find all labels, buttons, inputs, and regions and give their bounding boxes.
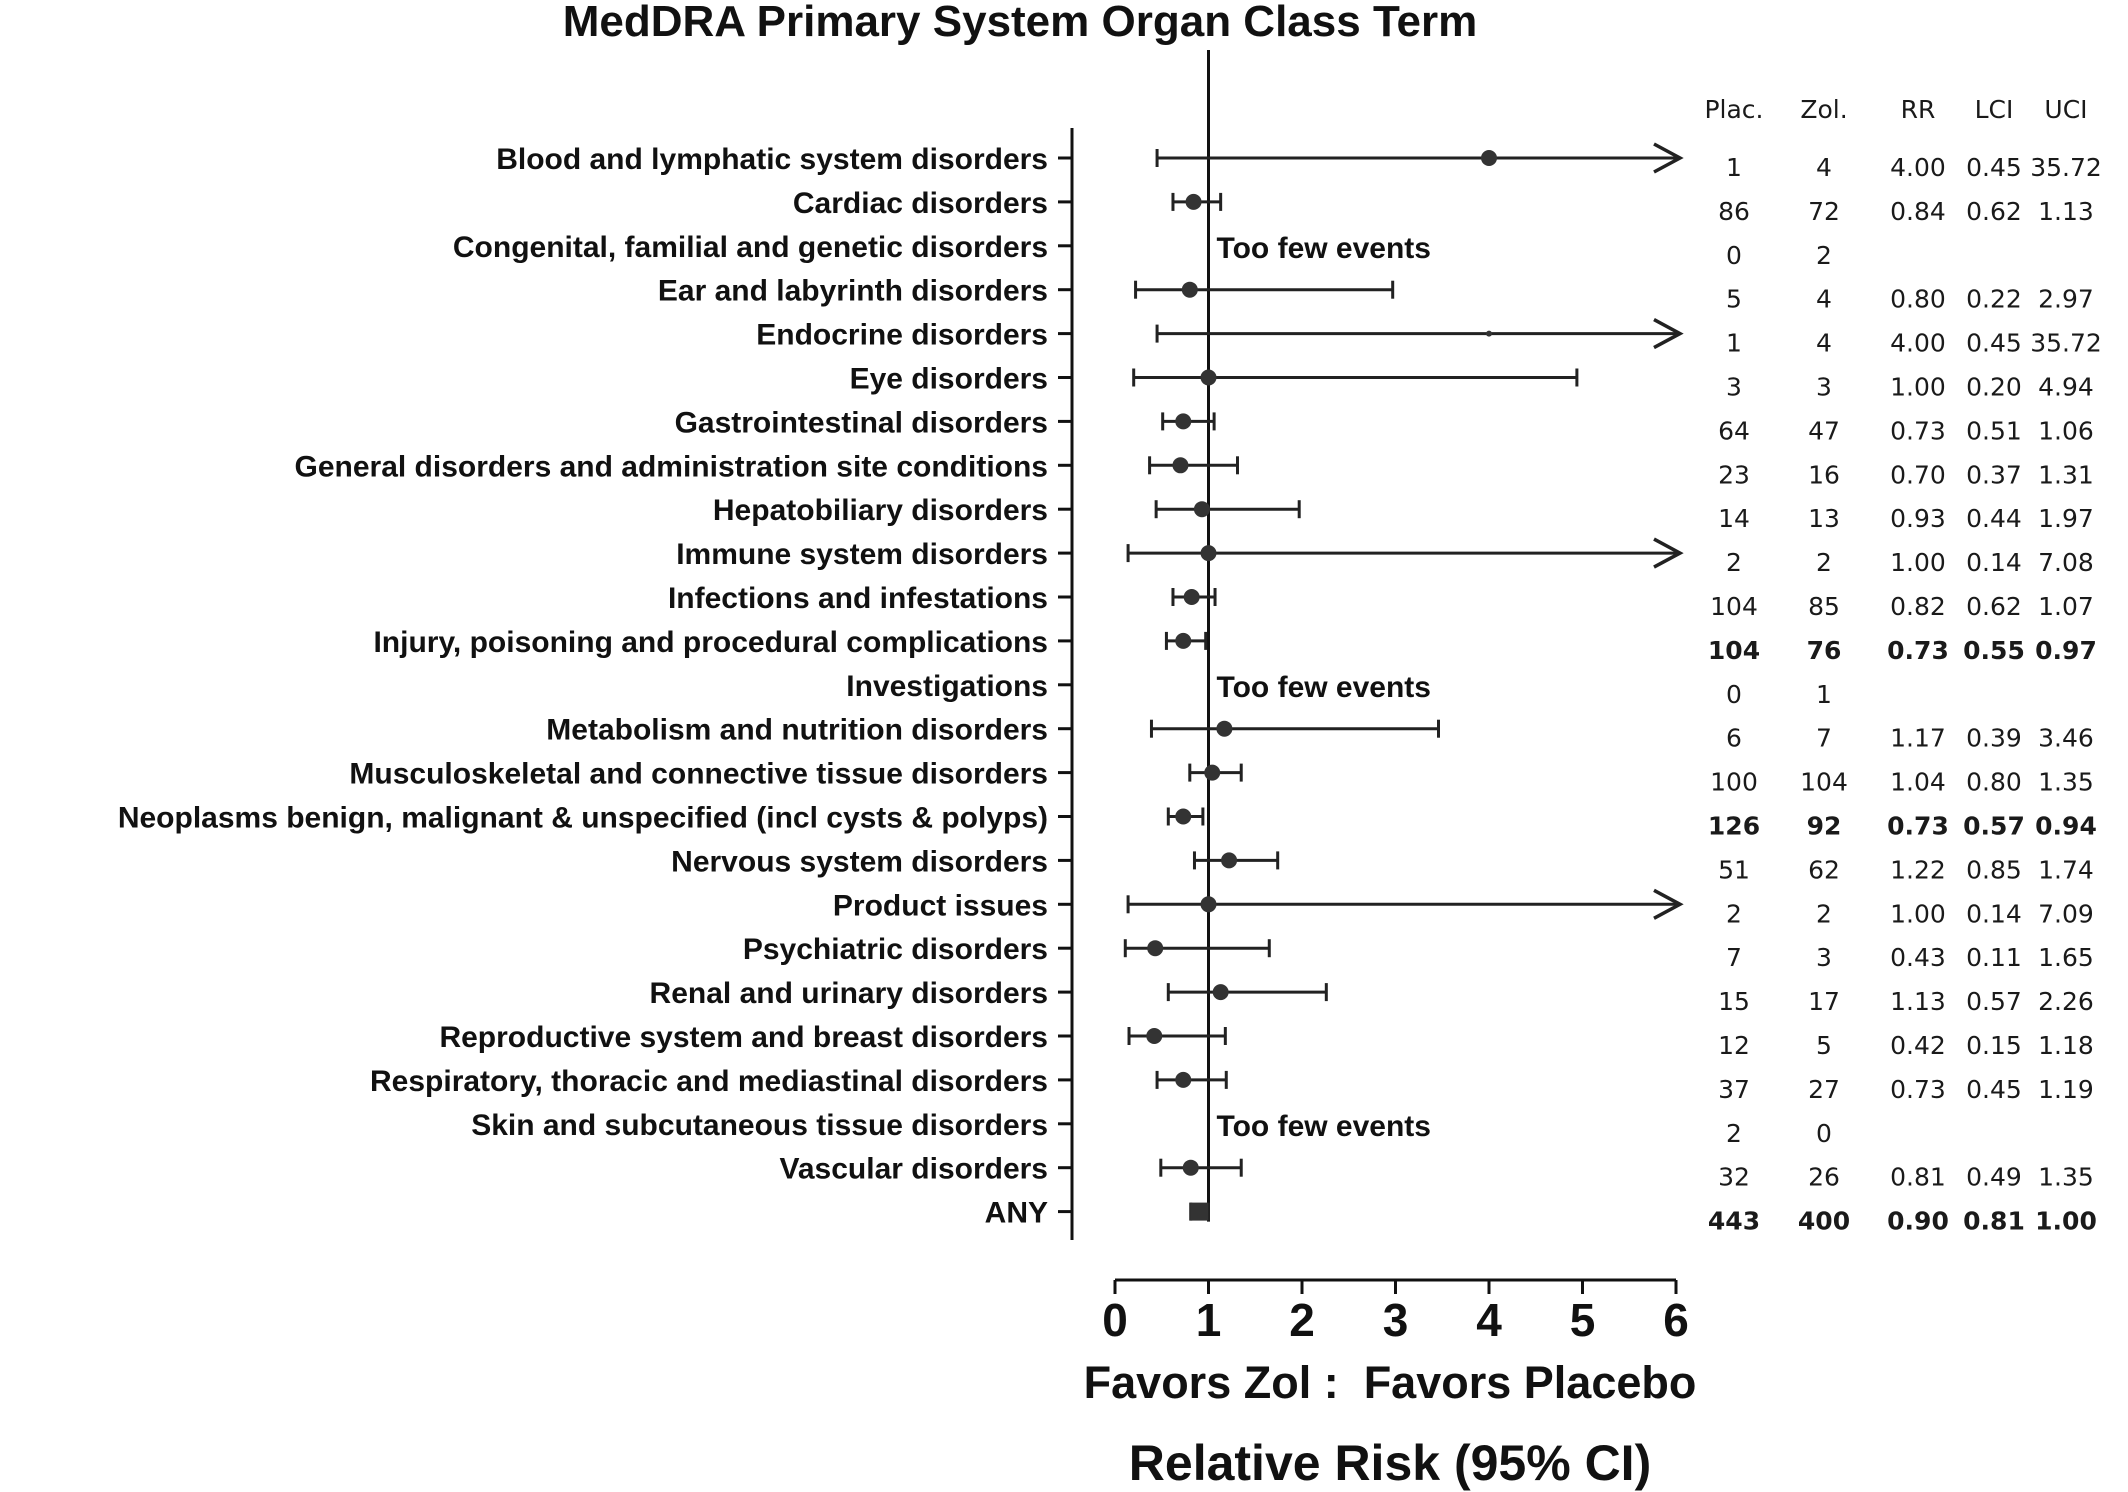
table-cell-lci: 0.37 <box>1966 460 2022 490</box>
table-cell-zol: 7 <box>1816 723 1832 753</box>
forest-row <box>833 889 2094 928</box>
row-label: Infections and infestations <box>667 582 1048 615</box>
row-label: Skin and subcutaneous tissue disorders <box>471 1108 1048 1142</box>
table-cell-plac: 12 <box>1718 1031 1750 1060</box>
table-cell-uci: 1.07 <box>2038 592 2094 621</box>
table-cell-rr: 1.00 <box>1890 899 1946 929</box>
table-cell-zol: 2 <box>1816 899 1832 929</box>
x-tick-label: 2 <box>1289 1294 1315 1346</box>
table-cell-uci: 4.94 <box>2038 372 2094 402</box>
row-label: Cardiac disorders <box>792 186 1048 220</box>
table-cell-plac: 100 <box>1710 767 1758 797</box>
table-cell-plac: 6 <box>1726 723 1742 753</box>
table-cell-zol: 62 <box>1808 855 1840 885</box>
forest-row <box>349 758 2093 797</box>
table-cell-uci: 1.00 <box>2035 1206 2097 1236</box>
point-estimate-marker <box>1486 331 1492 337</box>
row-label: Reproductive system and breast disorders <box>439 1021 1048 1054</box>
forest-row <box>756 319 2102 358</box>
table-cell-lci: 0.57 <box>1966 987 2022 1017</box>
forest-row <box>676 538 2094 577</box>
table-cell-uci: 7.09 <box>2038 899 2094 929</box>
table-cell-uci: 2.26 <box>2038 987 2094 1017</box>
column-header-uci: UCI <box>2044 95 2088 124</box>
row-label: Neoplasms benign, malignant & unspecified (incl cysts & polyps) <box>117 801 1048 835</box>
table-cell-uci: 1.06 <box>2038 416 2094 446</box>
point-estimate-marker <box>1216 721 1232 737</box>
table-cell-plac: 3 <box>1726 372 1742 402</box>
row-label: Injury, poisoning and procedural complications <box>373 625 1048 659</box>
table-cell-plac: 32 <box>1718 1162 1750 1192</box>
x-tick-label: 4 <box>1476 1294 1502 1346</box>
table-cell-plac: 2 <box>1726 899 1742 929</box>
table-cell-uci: 1.35 <box>2038 767 2094 797</box>
point-estimate-marker <box>1146 1028 1162 1044</box>
forest-row <box>668 582 2094 621</box>
table-cell-rr: 0.90 <box>1887 1206 1949 1236</box>
table-cell-zol: 76 <box>1806 635 1842 665</box>
table-cell-plac: 0 <box>1726 679 1742 709</box>
table-cell-uci: 1.13 <box>2038 196 2094 226</box>
table-cell-zol: 92 <box>1806 811 1842 841</box>
table-cell-rr: 1.17 <box>1890 723 1946 753</box>
table-cell-rr: 0.73 <box>1890 416 1946 446</box>
table-cell-uci: 1.35 <box>2038 1162 2094 1192</box>
table-cell-zol: 400 <box>1797 1206 1851 1236</box>
table-cell-rr: 1.04 <box>1890 767 1946 797</box>
table-cell-plac: 23 <box>1718 460 1750 490</box>
table-cell-plac: 2 <box>1726 548 1742 578</box>
point-estimate-marker <box>1221 852 1237 868</box>
forest-row <box>675 406 2094 445</box>
table-cell-uci: 0.97 <box>2035 635 2097 665</box>
table-cell-lci: 0.57 <box>1963 811 2025 841</box>
table-cell-rr: 4.00 <box>1890 153 1946 182</box>
table-cell-zol: 85 <box>1808 592 1840 621</box>
table-cell-zol: 4 <box>1816 328 1832 358</box>
table-cell-uci: 35.72 <box>2030 153 2102 182</box>
row-label: Congenital, familial and genetic disorders <box>452 230 1048 264</box>
forest-row <box>793 187 2094 226</box>
table-cell-rr: 1.22 <box>1890 855 1946 885</box>
row-label: Musculoskeletal and connective tissue disorders <box>349 757 1048 791</box>
table-cell-zol: 26 <box>1808 1162 1840 1192</box>
row-label: Renal and urinary disorders <box>649 977 1048 1011</box>
table-cell-rr: 0.82 <box>1890 592 1946 621</box>
table-cell-zol: 72 <box>1808 196 1840 226</box>
table-cell-plac: 37 <box>1718 1074 1750 1104</box>
forest-row <box>453 231 1832 270</box>
table-cell-uci: 7.08 <box>2038 548 2094 578</box>
forest-row <box>373 626 2096 665</box>
table-cell-zol: 47 <box>1808 416 1840 446</box>
table-cell-plac: 15 <box>1718 987 1750 1017</box>
table-cell-plac: 1 <box>1726 153 1742 182</box>
table-cell-lci: 0.49 <box>1966 1162 2022 1192</box>
table-cell-plac: 51 <box>1718 855 1750 885</box>
row-label: Psychiatric disorders <box>742 933 1048 967</box>
too-few-events-note: Too few events <box>1216 231 1431 265</box>
table-cell-uci: 2.97 <box>2038 284 2094 314</box>
table-cell-lci: 0.20 <box>1966 372 2022 402</box>
forest-row <box>671 845 2094 884</box>
row-label: Ear and labyrinth disorders <box>657 274 1048 308</box>
row-label: Product issues <box>832 889 1048 923</box>
table-cell-zol: 4 <box>1816 284 1832 314</box>
table-cell-plac: 64 <box>1718 416 1750 446</box>
row-label: Immune system disorders <box>676 538 1048 572</box>
forest-row <box>658 275 2094 314</box>
point-estimate-marker <box>1175 413 1191 429</box>
table-cell-zol: 3 <box>1816 372 1832 402</box>
table-cell-zol: 0 <box>1816 1118 1832 1148</box>
forest-row <box>713 494 2094 533</box>
forest-row <box>295 450 2094 489</box>
row-label: Vascular disorders <box>779 1152 1048 1186</box>
table-cell-zol: 17 <box>1808 987 1840 1017</box>
point-estimate-marker <box>1194 501 1210 517</box>
table-cell-zol: 5 <box>1816 1031 1832 1060</box>
forest-row <box>118 802 2097 841</box>
point-estimate-marker <box>1182 282 1198 298</box>
point-estimate-marker <box>1147 940 1163 956</box>
table-cell-zol: 1 <box>1816 679 1832 709</box>
x-tick-label: 3 <box>1382 1294 1409 1346</box>
row-label: Metabolism and nutrition disorders <box>546 713 1048 747</box>
row-label: Respiratory, thoracic and mediastinal disorders <box>370 1064 1048 1098</box>
table-cell-plac: 443 <box>1707 1206 1761 1236</box>
too-few-events-note: Too few events <box>1216 1109 1431 1143</box>
table-cell-rr: 0.84 <box>1890 196 1946 226</box>
point-estimate-marker <box>1175 809 1191 825</box>
table-cell-lci: 0.14 <box>1966 899 2022 929</box>
table-cell-lci: 0.81 <box>1963 1206 2025 1236</box>
point-estimate-marker <box>1213 984 1229 1000</box>
row-label: Gastrointestinal disorders <box>674 406 1048 440</box>
table-cell-lci: 0.62 <box>1966 196 2022 226</box>
table-cell-uci: 1.19 <box>2038 1074 2094 1104</box>
point-estimate-marker <box>1201 370 1217 386</box>
point-estimate-marker <box>1186 194 1202 210</box>
forest-row <box>370 1065 2094 1104</box>
table-cell-zol: 27 <box>1808 1074 1840 1104</box>
forest-row <box>850 363 2094 402</box>
row-label: Investigations <box>846 669 1048 703</box>
table-cell-uci: 1.18 <box>2038 1031 2094 1060</box>
forest-row <box>496 143 2102 182</box>
table-cell-zol: 3 <box>1816 943 1832 973</box>
table-cell-rr: 0.81 <box>1890 1162 1946 1192</box>
table-cell-uci: 1.31 <box>2038 460 2094 490</box>
table-cell-rr: 0.70 <box>1890 460 1946 490</box>
point-estimate-marker <box>1201 545 1217 561</box>
x-axis <box>1102 1280 1689 1346</box>
table-cell-zol: 4 <box>1816 153 1832 182</box>
table-cell-lci: 0.11 <box>1966 943 2022 973</box>
table-cell-rr: 0.93 <box>1890 504 1946 534</box>
table-cell-plac: 14 <box>1718 504 1750 534</box>
table-cell-lci: 0.85 <box>1966 855 2022 885</box>
chart-title: MedDRA Primary System Organ Class Term <box>562 0 1478 46</box>
table-cell-lci: 0.44 <box>1966 504 2022 534</box>
table-cell-rr: 0.80 <box>1890 284 1946 314</box>
x-tick-label: 6 <box>1663 1294 1689 1346</box>
x-tick-label: 0 <box>1102 1294 1128 1346</box>
table-cell-plac: 104 <box>1710 592 1758 621</box>
forest-row <box>650 977 2094 1016</box>
table-cell-uci: 1.65 <box>2038 943 2094 973</box>
column-header-zol: Zol. <box>1800 95 1848 124</box>
table-cell-rr: 4.00 <box>1890 328 1946 358</box>
table-cell-uci: 35.72 <box>2030 328 2102 358</box>
row-label: Hepatobiliary disorders <box>712 494 1048 528</box>
table-cell-uci: 1.74 <box>2038 855 2094 885</box>
table-cell-zol: 16 <box>1808 460 1840 490</box>
forest-row <box>743 933 2094 972</box>
forest-row <box>546 714 2094 753</box>
table-cell-lci: 0.15 <box>1966 1031 2022 1060</box>
table-cell-zol: 104 <box>1800 767 1848 797</box>
table-cell-plac: 5 <box>1726 284 1742 314</box>
forest-row <box>780 1153 2094 1192</box>
table-cell-lci: 0.45 <box>1966 328 2022 358</box>
point-estimate-marker <box>1204 765 1220 781</box>
table-cell-rr: 1.00 <box>1890 548 1946 578</box>
rows-layer <box>118 143 2102 1236</box>
too-few-events-note: Too few events <box>1216 670 1431 704</box>
point-estimate-marker <box>1175 633 1191 649</box>
point-estimate-marker <box>1183 1160 1199 1176</box>
table-cell-zol: 13 <box>1808 504 1840 534</box>
table-cell-lci: 0.45 <box>1966 153 2022 182</box>
row-label: ANY <box>984 1196 1048 1230</box>
table-cell-uci: 3.46 <box>2038 723 2094 753</box>
table-cell-plac: 7 <box>1726 943 1742 973</box>
point-estimate-marker <box>1201 896 1217 912</box>
table-cell-rr: 0.43 <box>1890 943 1946 973</box>
table-cell-rr: 1.00 <box>1890 372 1946 402</box>
column-header-lci: LCI <box>1974 95 2014 124</box>
table-cell-lci: 0.51 <box>1966 416 2022 446</box>
point-estimate-marker <box>1172 457 1188 473</box>
x-axis-label: Relative Risk (95% CI) <box>1128 1435 1652 1491</box>
table-cell-lci: 0.39 <box>1966 723 2022 753</box>
table-cell-lci: 0.80 <box>1966 767 2022 797</box>
x-tick-label: 1 <box>1195 1294 1222 1346</box>
row-label: Blood and lymphatic system disorders <box>496 143 1048 176</box>
x-axis-direction-label: Favors Zol : Favors Placebo <box>1083 1357 1697 1408</box>
table-cell-plac: 86 <box>1718 196 1750 226</box>
table-cell-lci: 0.62 <box>1966 592 2022 621</box>
column-headers <box>1704 95 2087 124</box>
table-cell-rr: 0.73 <box>1887 811 1949 841</box>
point-estimate-marker <box>1184 589 1200 605</box>
table-cell-plac: 1 <box>1726 328 1742 358</box>
table-cell-lci: 0.45 <box>1966 1074 2022 1104</box>
table-cell-rr: 1.13 <box>1890 987 1946 1017</box>
point-estimate-marker <box>1481 150 1497 166</box>
point-estimate-marker <box>1190 1203 1208 1221</box>
forest-row <box>985 1197 2097 1236</box>
point-estimate-marker <box>1175 1072 1191 1088</box>
table-cell-zol: 2 <box>1816 548 1832 578</box>
row-label: General disorders and administration site conditions <box>294 450 1048 484</box>
table-cell-lci: 0.14 <box>1966 548 2022 578</box>
table-cell-plac: 104 <box>1707 635 1761 665</box>
table-cell-zol: 2 <box>1816 240 1832 270</box>
table-cell-plac: 0 <box>1726 240 1742 270</box>
row-label: Nervous system disorders <box>671 845 1048 879</box>
table-cell-uci: 0.94 <box>2035 811 2097 841</box>
row-label: Eye disorders <box>849 362 1048 396</box>
forest-row <box>471 1109 1832 1148</box>
forest-row <box>846 670 1832 709</box>
table-cell-rr: 0.73 <box>1887 635 1949 665</box>
table-cell-rr: 0.42 <box>1890 1031 1946 1060</box>
column-header-plac: Plac. <box>1704 95 1764 124</box>
x-tick-label: 5 <box>1569 1294 1596 1346</box>
table-cell-lci: 0.22 <box>1966 284 2022 314</box>
table-cell-plac: 126 <box>1707 811 1761 841</box>
table-cell-lci: 0.55 <box>1963 635 2025 665</box>
column-header-rr: RR <box>1900 95 1936 124</box>
forest-row <box>439 1021 2093 1060</box>
table-cell-rr: 0.73 <box>1890 1074 1946 1104</box>
table-cell-uci: 1.97 <box>2038 504 2094 534</box>
row-label: Endocrine disorders <box>756 318 1048 352</box>
table-cell-plac: 2 <box>1726 1118 1742 1148</box>
